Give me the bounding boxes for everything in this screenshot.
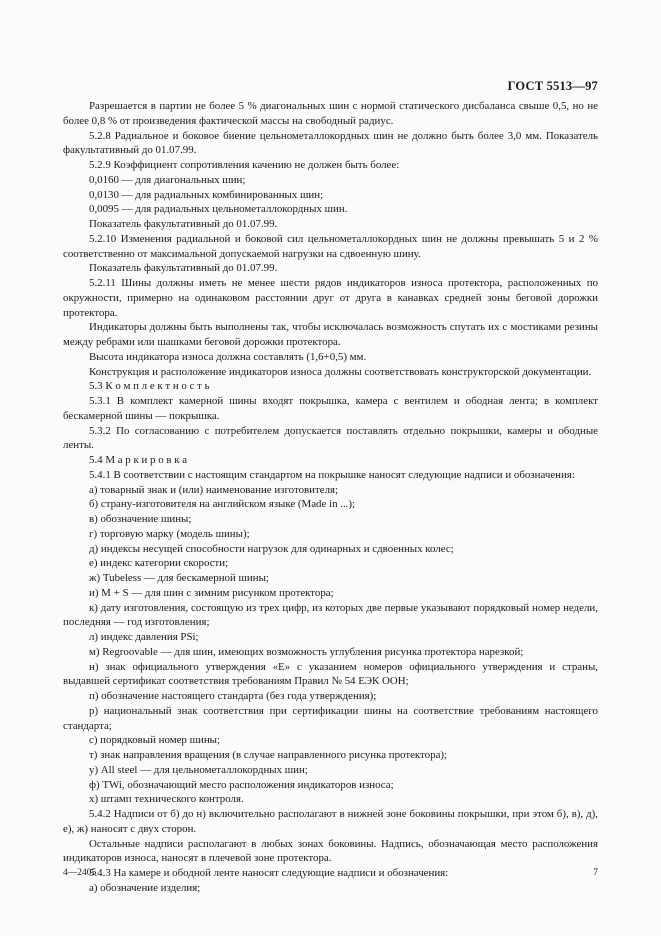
document-body bbox=[63, 99, 598, 896]
paragraph: Показатель факультативный до 01.07.99. bbox=[89, 262, 278, 275]
list-item: н) знак официального утверждения «E» с указанием номеров официального утверждения и страны, выдавшей сертификат соответствия требованиям Правил № 54 ЕЭК ООН; bbox=[63, 660, 598, 688]
list-item: ф) TWi, обозначающий место расположения индикаторов износа; bbox=[89, 778, 394, 791]
list-item: ж) Tubeless — для бескамерной шины; bbox=[89, 572, 269, 584]
section-heading: 5.4 М а р к и р о в к а bbox=[89, 454, 188, 466]
paragraph: 5.2.9 Коэффициент сопротивления качению не должен быть более: bbox=[89, 159, 400, 171]
paragraph: 5.4.2 Надписи от б) до н) включительно располагают в нижней зоне боковины покрышки, при этом б), в), д), е), ж) наносят с двух сторон. bbox=[63, 808, 598, 835]
paragraph: 5.4.3 На камере и ободной ленте наносят следующие надписи и обозначения: bbox=[89, 867, 449, 879]
paragraph: 5.2.10 Изменения радиальной и боковой сил цельнометаллокордных шин не должны превышать 5 и 2 % соответственно от максимальной допускаемой нагрузки на сдвоенную шину. bbox=[63, 232, 598, 260]
list-item: 0,0160 — для диагональных шин; bbox=[89, 173, 246, 186]
list-item: и) M + S — для шин с зимним рисунком протектора; bbox=[89, 586, 334, 599]
list-item: 0,0130 — для радиальных комбинированных шин; bbox=[89, 188, 324, 201]
list-item: б) страну-изготовителя на английском языке (Made in ...); bbox=[89, 498, 356, 511]
list-item: к) дату изготовления, состоящую из трех цифр, из которых две первые указывают порядковый номер недели, последняя — год изготовления; bbox=[63, 601, 598, 629]
list-item: д) индексы несущей способности нагрузок для одинарных и сдвоенных колес; bbox=[89, 542, 454, 555]
paragraph: Конструкция и расположение индикаторов износа должны соответствовать конструкторской документации. bbox=[89, 365, 592, 378]
list-item: г) торговую марку (модель шины); bbox=[89, 527, 250, 540]
list-item: у) All steel — для цельнометаллокордных шин; bbox=[89, 763, 308, 776]
standard-header: ГОСТ 5513—97 bbox=[507, 79, 598, 93]
list-item: а) товарный знак и (или) наименование изготовителя; bbox=[89, 483, 339, 496]
list-item: р) национальный знак соответствия при сертификации шины на соответствие требованиям настоящего стандарта; bbox=[63, 704, 598, 732]
paragraph: 5.2.11 Шины должны иметь не менее шести рядов индикаторов износа протектора, расположенных по окружности, примерно на одинаковом расстоянии друг от друга в канавках средней зоны беговой дорожки протектора. bbox=[63, 277, 598, 319]
list-item: в) обозначение шины; bbox=[89, 513, 192, 525]
paragraph: Высота индикатора износа должна составлять (1,6+0,5) мм. bbox=[89, 350, 367, 363]
paragraph: Остальные надписи располагают в любых зонах боковины. Надпись, обозначающая место расположения индикаторов износа, наносят в плечевой зоне протектора. bbox=[63, 837, 598, 865]
paragraph: 5.4.1 В соответствии с настоящим стандартом на покрышке наносят следующие надписи и обозначения: bbox=[89, 468, 575, 481]
list-item: т) знак направления вращения (в случае направленного рисунка протектора); bbox=[89, 749, 448, 761]
page-number: 7 bbox=[593, 868, 598, 878]
paragraph: 5.3.2 По согласованию с потребителем допускается поставлять отдельно покрышки, камеры и ободные ленты. bbox=[63, 424, 598, 452]
paragraph: Разрешается в партии не более 5 % диагональных шин с нормой статического дисбаланса свыше 0,5, но не более 0,8 % от произведения фактической массы на свободный радиус. bbox=[63, 100, 598, 127]
list-item: с) порядковый номер шины; bbox=[89, 734, 220, 747]
list-item: п) обозначение настоящего стандарта (без года утверждения); bbox=[89, 690, 377, 702]
paragraph: Индикаторы должны быть выполнены так, чтобы исключалась возможность спутать их с мостиками резины между ребрами или шашками беговой дорожки протектора. bbox=[63, 321, 598, 348]
print-code: 4—2405 bbox=[63, 868, 97, 878]
paragraph: 5.3.1 В комплект камерной шины входят покрышка, камера с вентилем и ободная лента; в комплект бескамерной шины — покрышка. bbox=[63, 395, 598, 422]
list-item: х) штамп технического контроля. bbox=[89, 793, 244, 806]
list-item: л) индекс давления PSi; bbox=[89, 631, 199, 643]
paragraph: 5.2.8 Радиальное и боковое биение цельнометаллокордных шин не должно быть более 3,0 мм. Показатель факультативный до 01.07.99. bbox=[63, 129, 598, 157]
list-item: а) обозначение изделия; bbox=[89, 881, 201, 894]
list-item: е) индекс категории скорости; bbox=[89, 557, 229, 570]
list-item: 0,0095 — для радиальных цельнометаллокордных шин. bbox=[89, 203, 348, 216]
paragraph: Показатель факультативный до 01.07.99. bbox=[89, 218, 278, 230]
list-item: м) Regroovable — для шин, имеющих возможность углубления рисунка протектора нарезкой; bbox=[89, 645, 524, 658]
section-heading: 5.3 К о м п л е к т н о с т ь bbox=[89, 380, 210, 393]
